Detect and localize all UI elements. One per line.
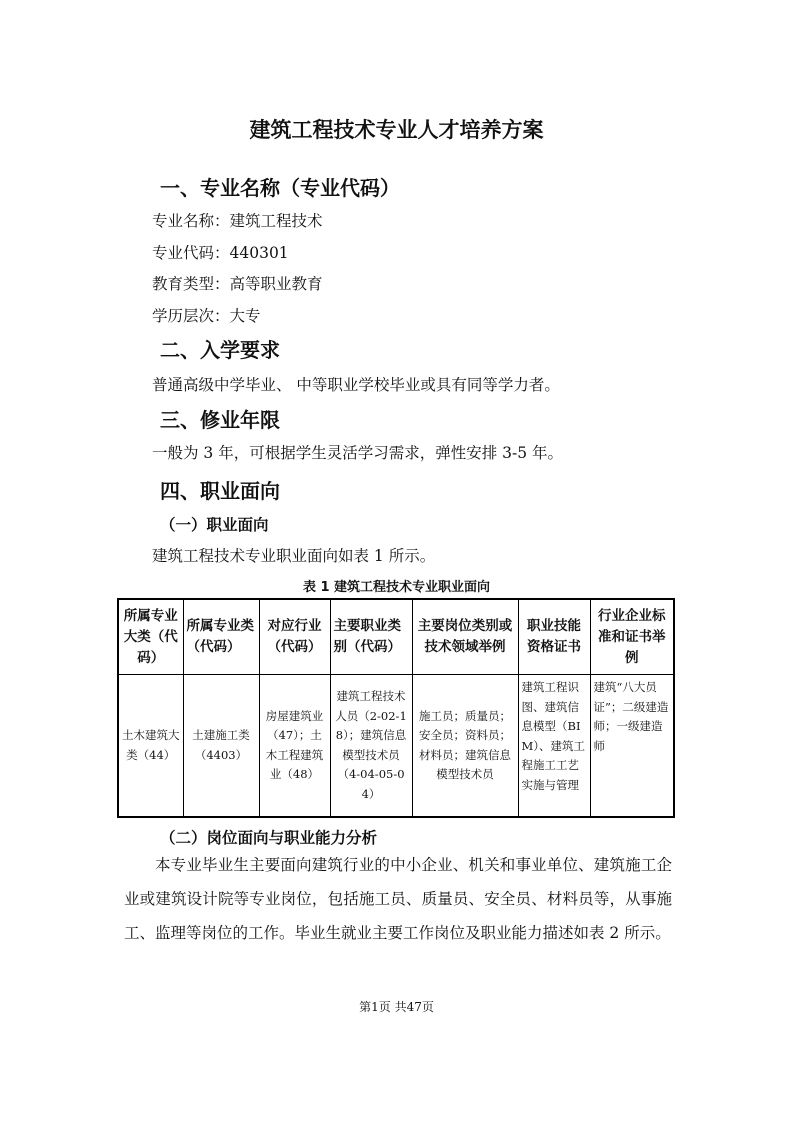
section-heading-admission: 二、入学要求: [160, 338, 280, 362]
table-cell: 建筑“八大员证”；二级建造师；一级建造师: [590, 675, 674, 818]
table-header-cell: 主要岗位类别或技术领域举例: [412, 599, 518, 675]
section-heading-duration: 三、修业年限: [160, 408, 280, 432]
table-cell: 施工员；质量员；安全员；资料员；材料员；建筑信息模型技术员: [412, 675, 518, 818]
table-cell: 土木建筑大类（44）: [118, 675, 183, 818]
section-heading-major-name: 一、专业名称（专业代码）: [160, 176, 400, 200]
table-header-cell: 对应行业（代码）: [259, 599, 330, 675]
table-row: [118, 675, 674, 818]
table-header-cell: 所属专业大类（代码）: [118, 599, 183, 675]
education-type-line: 教育类型：高等职业教育: [152, 275, 323, 293]
table-header-cell: 所属专业类（代码）: [183, 599, 259, 675]
document-title: 建筑工程技术专业人才培养方案: [249, 118, 544, 142]
table-header-row: [118, 599, 674, 675]
duration-text: 一般为 3 年，可根据学生灵活学习需求，弹性安排 3-5 年。: [152, 444, 564, 462]
table-header-cell: 主要职业类别（代码）: [330, 599, 412, 675]
table-cell: 建筑工程识图、建筑信息模型（BIM）、建筑工程施工工艺实施与管理: [518, 675, 590, 818]
table-cell: 建筑工程技术人员（2-02-18）；建筑信息模型技术员（4-04-05-04）: [330, 675, 412, 818]
table-cell: 房屋建筑业（47）；土木工程建筑业（48）: [259, 675, 330, 818]
major-name-line: 专业名称：建筑工程技术: [152, 212, 323, 230]
career-intro-text: 建筑工程技术专业职业面向如表 1 所示。: [152, 547, 436, 565]
section-heading-career: 四、职业面向: [160, 479, 280, 503]
table-header-cell: 行业企业标准和证书举例: [590, 599, 674, 675]
table-cell: 土建施工类（4403）: [183, 675, 259, 818]
subsection-heading-job-analysis: （二）岗位面向与职业能力分析: [160, 829, 378, 847]
admission-text: 普通高级中学毕业、 中等职业学校毕业或具有同等学力者。: [152, 376, 560, 394]
page-footer: 第1页 共47页: [359, 1000, 434, 1014]
career-table: [117, 598, 675, 818]
education-level-line: 学历层次：大专: [152, 307, 261, 325]
table-caption: 表 1 建筑工程技术专业职业面向: [302, 580, 491, 595]
subsection-heading-career: （一）职业面向: [160, 516, 269, 534]
table-header-cell: 职业技能资格证书: [518, 599, 590, 675]
major-code-line: 专业代码：440301: [152, 244, 289, 262]
job-analysis-paragraph: 本专业毕业生主要面向建筑行业的中小企业、机关和事业单位、建筑施工企业或建筑设计院等专业岗位，包括施工员、质量员、安全员、材料员等，从事施工、监理等岗位的工作。毕业生就业主要工作岗位及职业能力描述如表 2 所示。: [124, 856, 672, 942]
